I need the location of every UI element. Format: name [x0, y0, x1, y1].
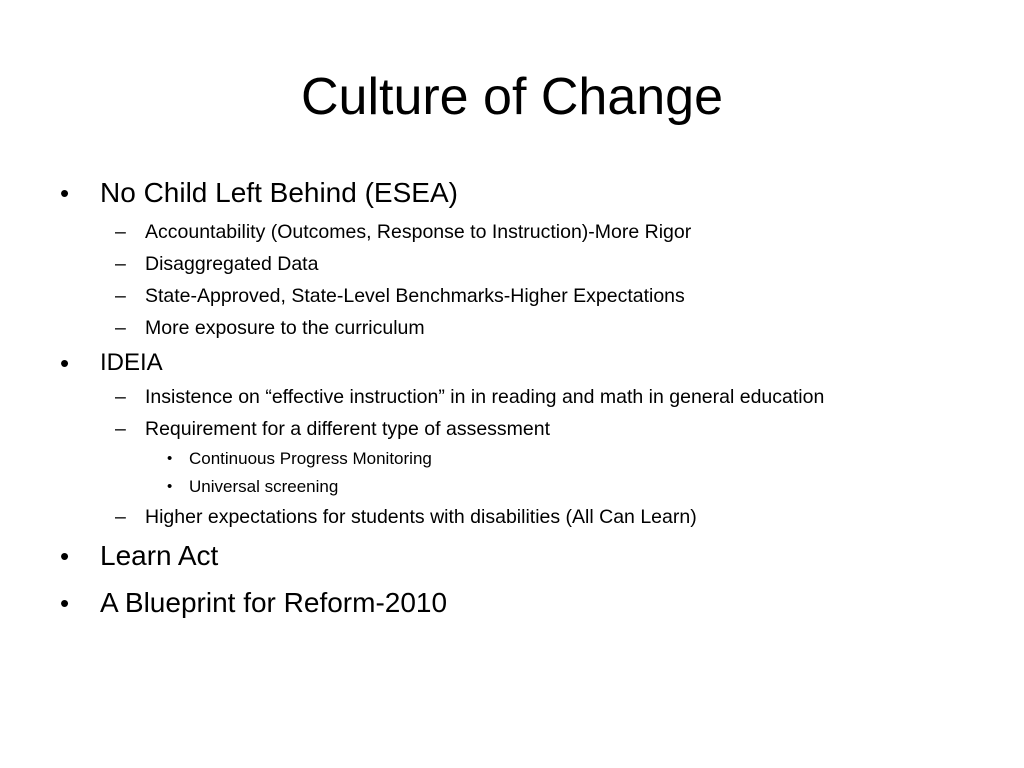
bullet-item [60, 539, 219, 573]
sub-bullet-text: More exposure to the curriculum [145, 317, 425, 339]
sub-sub-bullet-text: Universal screening [189, 477, 339, 496]
dash-marker: – [115, 221, 126, 243]
bullet-item [60, 176, 458, 210]
dash-marker: – [115, 506, 126, 528]
bullet-text: No Child Left Behind (ESEA) [100, 177, 458, 208]
dash-marker: – [115, 317, 126, 339]
bullet-item [60, 586, 448, 620]
bullet-marker: • [60, 541, 70, 571]
sub-bullet-text: Higher expectations for students with disabilities (All Can Learn) [145, 506, 697, 528]
sub-bullet-text: Insistence on “effective instruction” in in reading and math in general education [145, 386, 825, 408]
bullet-text: A Blueprint for Reform-2010 [100, 587, 448, 618]
sub-bullet-text: Requirement for a different type of assessment [145, 418, 551, 440]
dash-marker: – [115, 285, 126, 307]
sub-bullet-item [115, 384, 825, 410]
sub-bullet-text: Disaggregated Data [145, 253, 319, 275]
sub-bullet-text: Accountability (Outcomes, Response to Instruction)-More Rigor [145, 221, 692, 243]
sub-bullet-item [115, 219, 692, 245]
sub-sub-bullet-item [167, 448, 432, 470]
sub-sub-bullet-text: Continuous Progress Monitoring [189, 449, 432, 468]
bullet-marker: • [60, 348, 70, 378]
dash-marker: – [115, 253, 126, 275]
sub-bullet-item [115, 251, 319, 277]
bullet-marker: • [167, 478, 173, 495]
sub-bullet-item [115, 504, 697, 530]
bullet-text: Learn Act [100, 540, 219, 571]
bullet-marker: • [167, 450, 173, 467]
dash-marker: – [115, 386, 126, 408]
sub-bullet-item [115, 416, 551, 442]
bullet-text: IDEIA [100, 349, 163, 376]
sub-bullet-item [115, 283, 685, 309]
sub-sub-bullet-item [167, 476, 339, 498]
sub-bullet-item [115, 315, 425, 341]
bullet-marker: • [60, 178, 70, 208]
bullet-item [60, 346, 163, 380]
dash-marker: – [115, 418, 126, 440]
sub-bullet-text: State-Approved, State-Level Benchmarks-Higher Expectations [145, 285, 685, 307]
bullet-marker: • [60, 588, 70, 618]
slide-title: Culture of Change [300, 68, 724, 126]
